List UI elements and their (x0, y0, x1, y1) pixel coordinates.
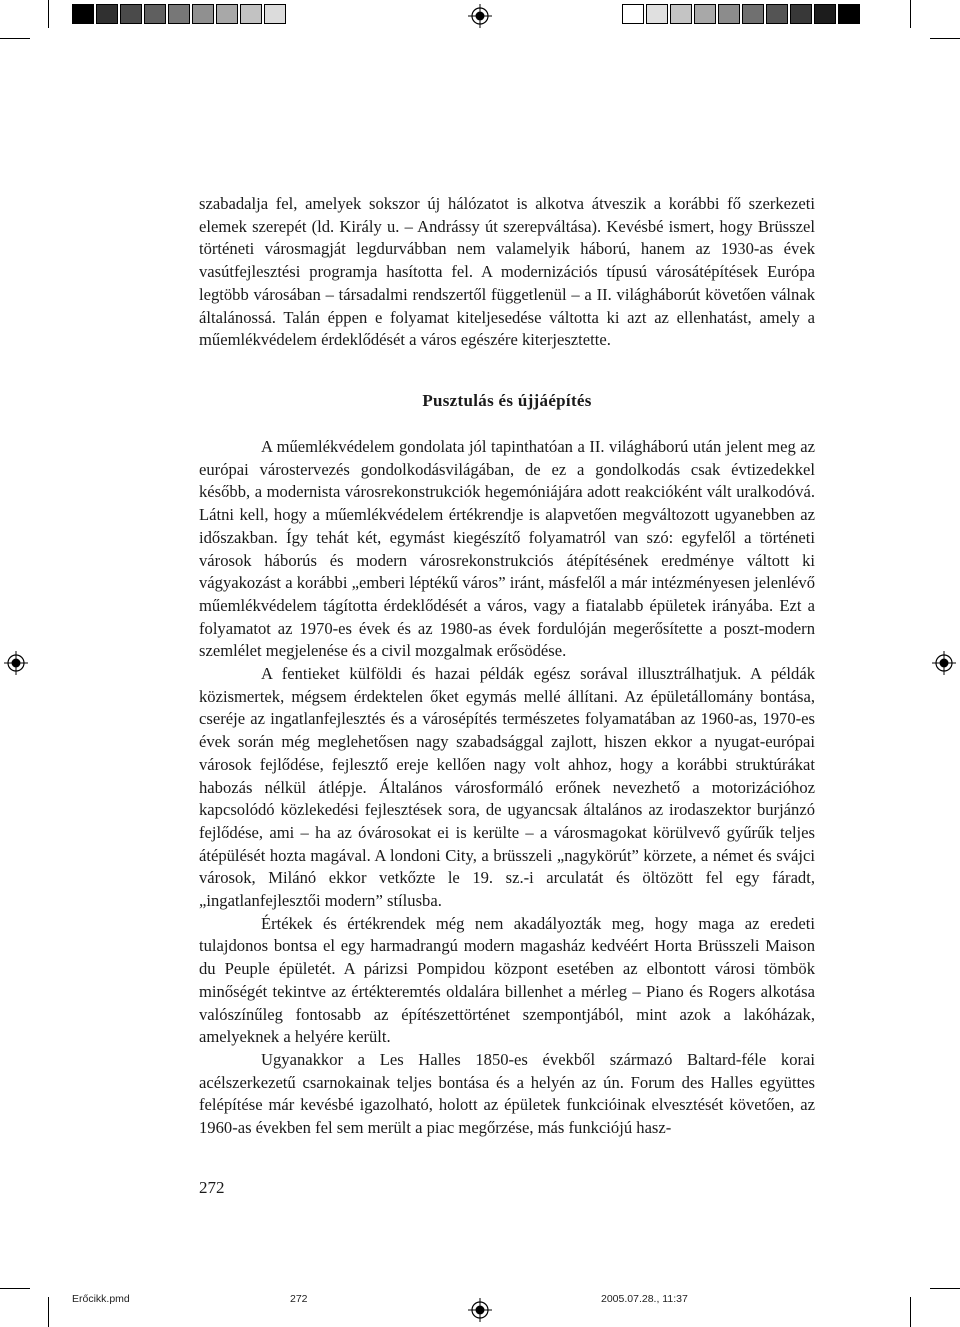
crop-mark-top-right-vertical (910, 0, 911, 28)
color-swatch (216, 4, 238, 24)
footer-page: 272 (290, 1293, 308, 1305)
crop-mark-top-left-vertical (48, 0, 49, 28)
color-swatch (144, 4, 166, 24)
registration-mark-left-icon (4, 651, 28, 675)
crop-mark-top-left-horizontal (0, 38, 30, 39)
body-paragraph: Értékek és értékrendek még nem akadályozták meg, hogy maga az eredeti tulajdonos bontsa el egy harmadrangú modern magasház kedvéért Horta Brüsszeli Maison du Peuple épületét. A párizsi Pompidou központ esetében az elbontott városi tömbök minőségét tekintve az értékteremtés oldalára billenhet a mérleg – Piano és Rogers alkotása valószínűleg fontosabb az építészettörténet szempontjából, mint azok a lakóházak, amelyeknek a helyére került. (199, 913, 815, 1047)
body-paragraph: Ugyanakkor a Les Halles 1850-es évekből származó Baltard-féle korai acélszerkezetű csarnokainak teljes bontása és a helyén az ún. Forum des Halles együttes felépítése már kevésbé igazolható, holott az épületek funkcióinak elvesztését követően, az 1960-as években fel sem merült a piac megőrzése, más funkciójú hasz- (199, 1049, 815, 1138)
color-swatch (120, 4, 142, 24)
color-swatch (670, 4, 692, 24)
color-swatch (96, 4, 118, 24)
color-swatch (264, 4, 286, 24)
color-bar-left (72, 4, 288, 24)
section-heading: Pusztulás és újjáépítés (422, 391, 592, 410)
text-block-bottom (199, 436, 815, 1140)
crop-mark-bottom-right-vertical (910, 1297, 911, 1327)
registration-mark-bottom-icon (468, 1298, 492, 1322)
body-paragraph: A műemlékvédelem gondolata jól tapinthatóan a II. világháború után jelent meg az európai várostervezés gondolkodásvilágában, de ez a gondolkodás csak évtizedekkel később, a modernista városrekonstrukciók hegemóniájára adott reakcióként vált uralkodóvá. Látni kell, hogy a műemlékvédelem értékrendje is alapvetően megváltozott ugyanebben az időszakban. Így tehát két, egymást kiegészítő folyamatról van szó: egyfelől a történeti városok háborús és modern városrekonstrukciós átépítésének eredménye váltott ki vágyakozást a korábbi „emberi léptékű város” iránt, másfelől a már intézményesen jelenlévő műemlékvédelem tágította érdeklődését a város, vagy a fiatalabb épületek irányába. Ezt a folyamatot az 1970-es évek és az 1980-as évek fordulóján megerősítette a poszt-modern szemlélet megjelenése és a civil mozgalmak erősödése. (199, 437, 815, 661)
registration-mark-top-icon (468, 4, 492, 28)
page-number: 272 (199, 1178, 225, 1197)
crop-mark-bottom-left-vertical (48, 1297, 49, 1327)
color-swatch (718, 4, 740, 24)
body-paragraph: A fentieket külföldi és hazai példák egész sorával illusztrálhatjuk. A példák közismertek, mégsem érdektelen őket egymás mellé állítani. Az épületállomány bontása, cseréje az ingatlanfejlesztés és a városépítés természetes folyamatában az 1960-as, 1970-es évek során még meglehetősen nagy szabadsággal zajlott, hiszen ekkor a nyugat-európai városok fejlődése, fejlesztő ereje kellően nagy volt ahhoz, hogy a korábbi struktúrákat habozás nélkül átlépje. Általános városformáló erőnek nevezhető a motorizációhoz kapcsolódó közlekedési fejlesztések sora, de ugyancsak általános az irodaszektor burjánzó fejlődése, ami – ha az óvárosokat ei is kerülte – a városmagokat körülvevő gyűrűk teljes átépülését hozta magával. A londoni City, a brüsszeli „nagykörút” körzete, a német és svájci városok, Milánó ekkor vetkőzte le 19. sz.-i arculatát és öltözött fel egy fáradt, „ingatlanfejlesztői modern” stílusba. (199, 664, 815, 911)
body-paragraph: szabadalja fel, amelyek sokszor új hálózatot is alkotva átveszik a korábbi fő szerkezeti elemek szerepét (ld. Király u. – Andrássy út szerepváltása). Kevésbé ismert, hogy Brüsszel történeti városmagját legdurvábban nem valamelyik háború, hanem az 1930-as évek vasútfejlesztési programja hasította fel. A modernizációs típusú városátépítések Európa legtöbb városában – társadalmi rendszertől függetlenül – a II. világháborút követően válnak általánossá. Talán éppen e folyamat kiteljesedése váltotta ki azt az ellenhatást, amely a műemlékvédelem érdeklődését a város egészére kiterjesztette. (199, 194, 815, 350)
color-swatch (790, 4, 812, 24)
color-swatch (694, 4, 716, 24)
color-swatch (192, 4, 214, 24)
color-swatch (814, 4, 836, 24)
color-swatch (646, 4, 668, 24)
color-bar-right (622, 4, 862, 24)
text-block-top (199, 193, 815, 352)
color-swatch (742, 4, 764, 24)
registration-mark-right-icon (932, 651, 956, 675)
color-swatch (240, 4, 262, 24)
crop-mark-bottom-right-horizontal (930, 1288, 960, 1289)
color-swatch (838, 4, 860, 24)
color-swatch (622, 4, 644, 24)
footer-filename: Erőcikk.pmd (72, 1293, 130, 1305)
color-swatch (168, 4, 190, 24)
crop-mark-bottom-left-horizontal (0, 1288, 30, 1289)
color-swatch (766, 4, 788, 24)
color-swatch (72, 4, 94, 24)
crop-mark-top-right-horizontal (930, 38, 960, 39)
footer-timestamp: 2005.07.28., 11:37 (601, 1293, 688, 1305)
